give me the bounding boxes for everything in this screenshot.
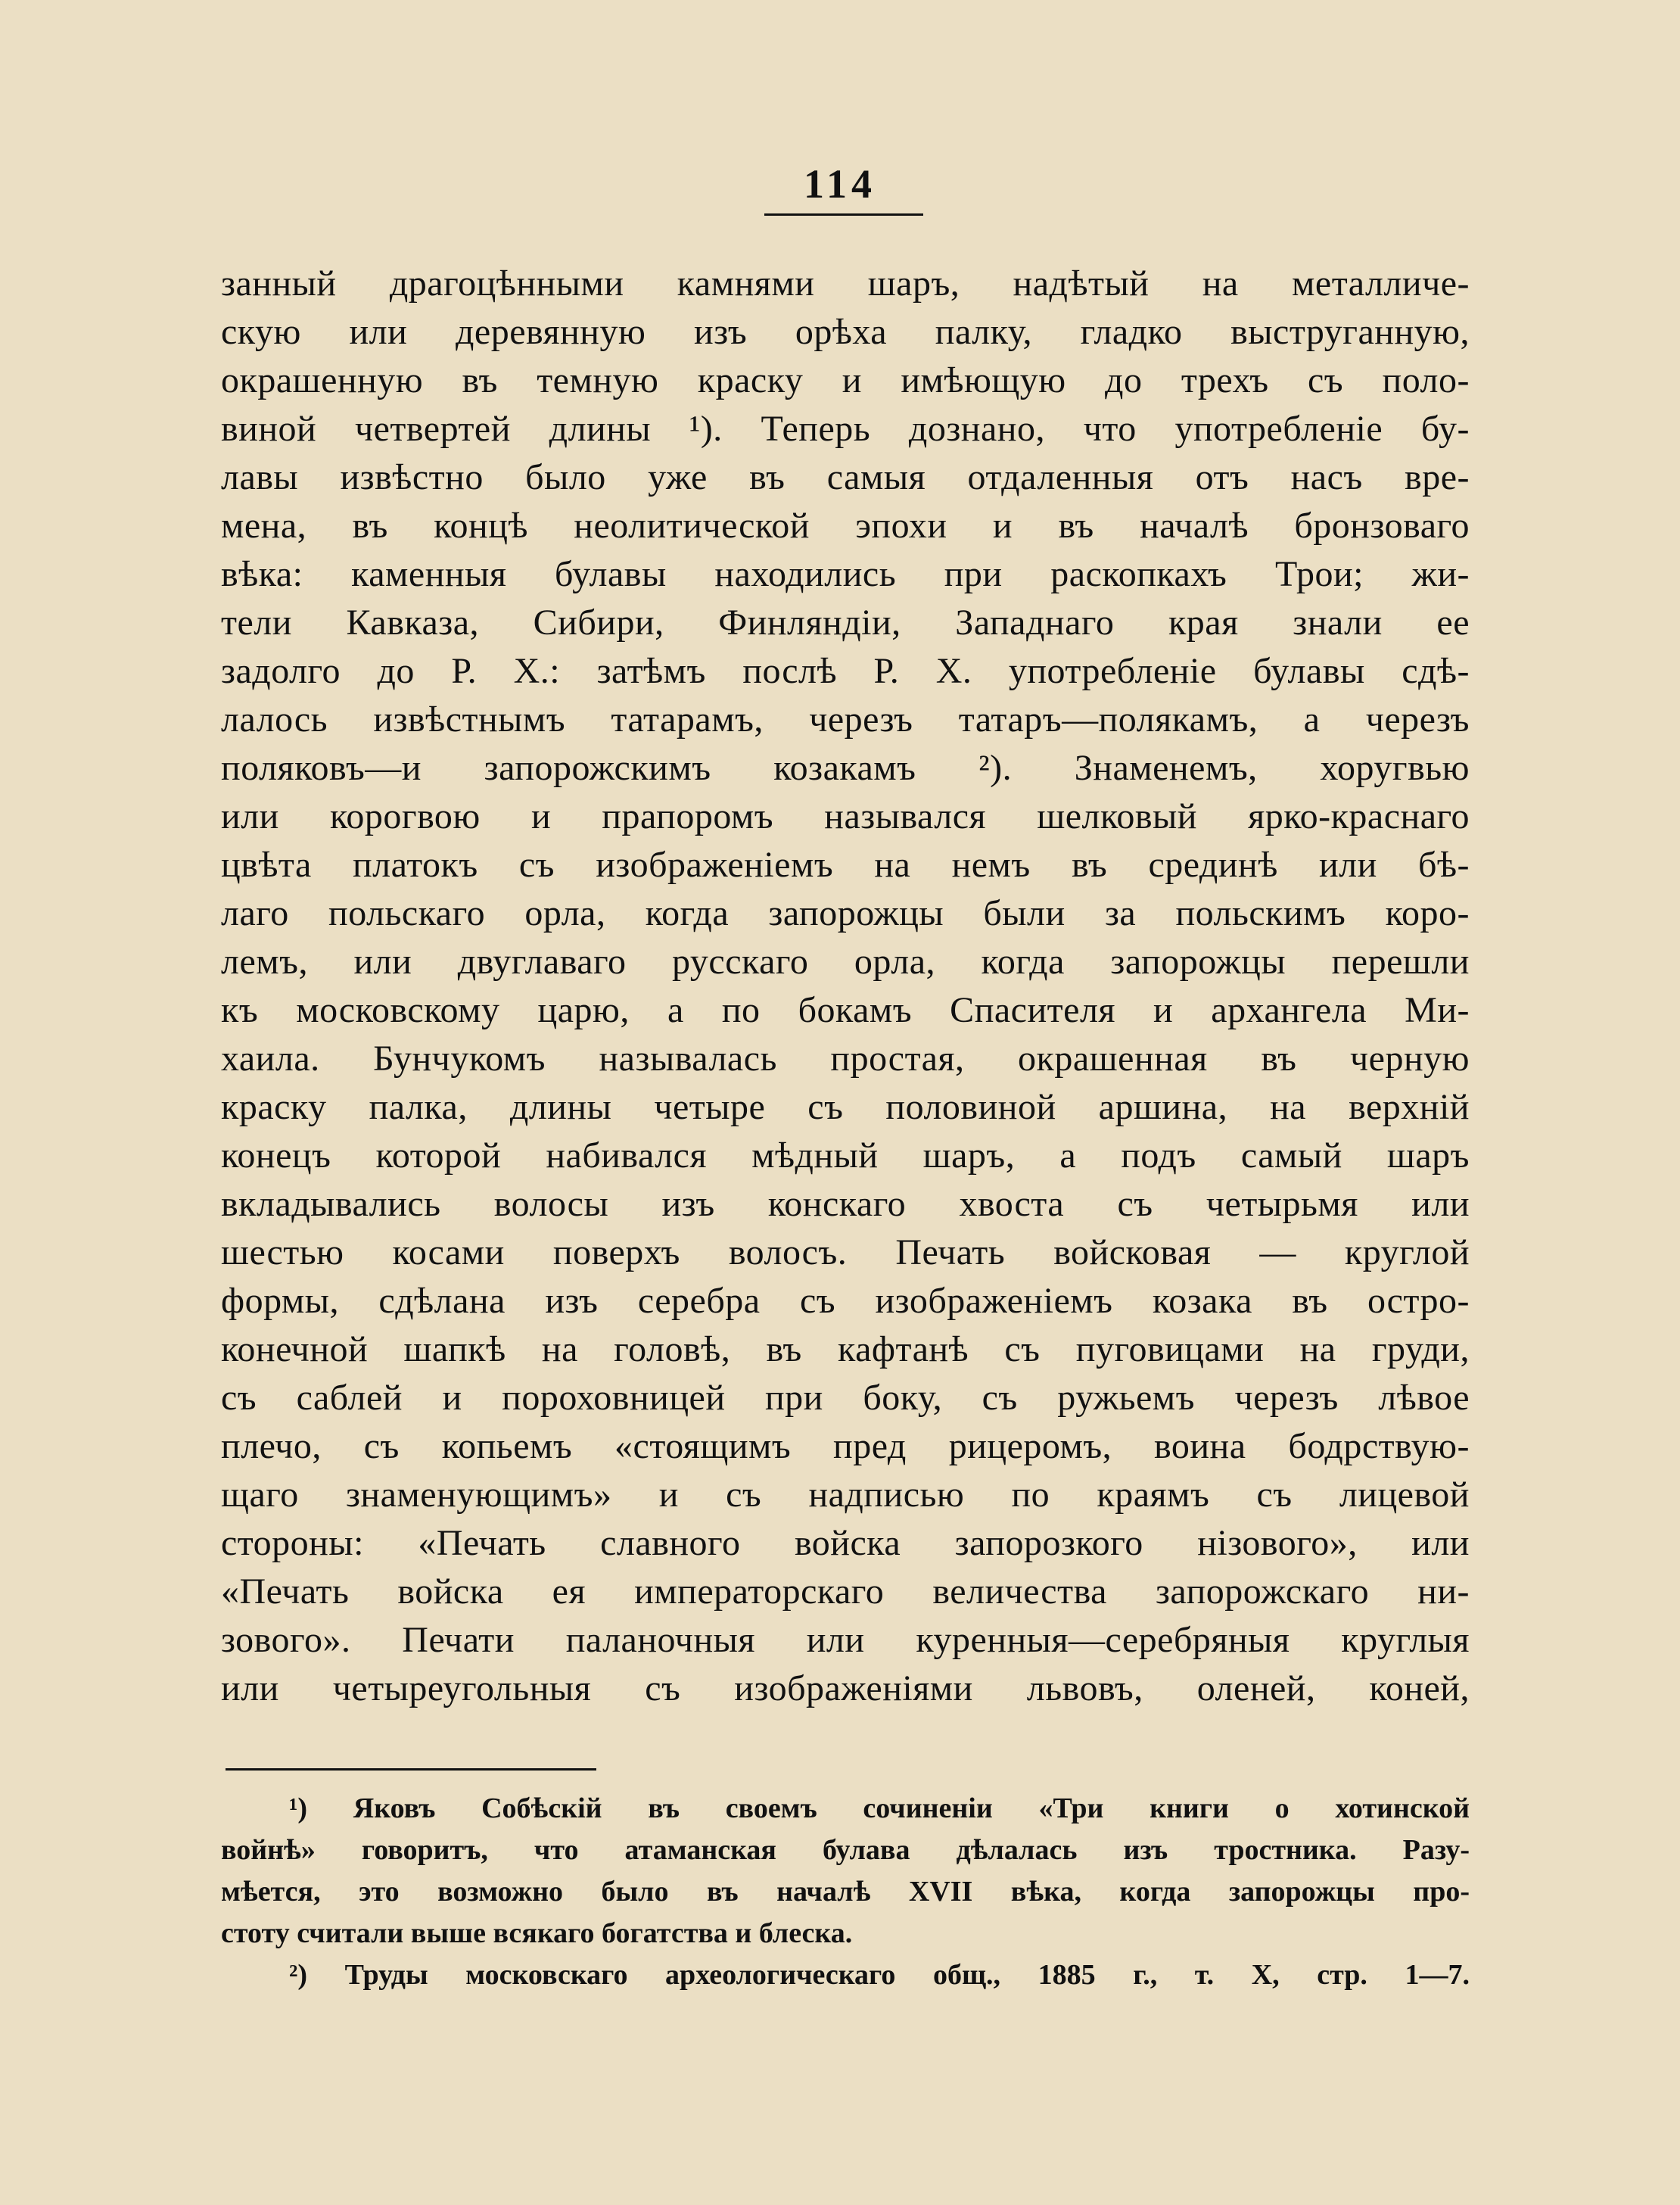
text-line: зового». Печати паланочныя или куренныя—серебряныя круглыя [221,1620,1470,1660]
text-line: лалось извѣстнымъ татарамъ, черезъ татаръ—полякамъ, а черезъ [221,699,1470,740]
text-line: виной четвертей длины ¹). Теперь дознано, что употребленіе бу- [221,409,1470,449]
body-text [221,260,1470,1713]
text-line: «Печать войска ея императорскаго величества запорожскаго ни- [221,1571,1470,1612]
text-line: задолго до Р. Х.: затѣмъ послѣ Р. Х. употребленіе булавы сдѣ- [221,651,1470,691]
text-line: скую или деревянную изъ орѣха палку, гладко выструганную, [221,312,1470,352]
text-line: конечной шапкѣ на головѣ, въ кафтанѣ съ пуговицами на груди, [221,1329,1470,1369]
text-line: съ саблей и пороховницей при боку, съ ружьемъ черезъ лѣвое [221,1378,1470,1418]
text-line: или четыреугольныя съ изображеніями львовъ, оленей, коней, [221,1668,1470,1708]
footnote-line: ²) Труды московскаго археологическаго общ., 1885 г., т. X, стр. 1—7. [289,1959,1470,1991]
page-number: 114 [803,161,877,207]
text-line: окрашенную въ темную краску и имѣющую до трехъ съ поло- [221,360,1470,400]
page-number-rule [764,213,923,216]
text-line: мена, въ концѣ неолитической эпохи и въ началѣ бронзоваго [221,506,1470,546]
text-line: формы, сдѣлана изъ серебра съ изображеніемъ козака въ остро- [221,1281,1470,1321]
text-line: хаила. Бунчукомъ называлась простая, окрашенная въ черную [221,1039,1470,1079]
footnote-separator [226,1768,596,1771]
text-line: цвѣта платокъ съ изображеніемъ на немъ въ срединѣ или бѣ- [221,845,1470,885]
text-line: или корогвою и прапоромъ назывался шелковый ярко-краснаго [221,796,1470,836]
text-line: конецъ которой набивался мѣдный шаръ, а подъ самый шаръ [221,1135,1470,1176]
text-line: шестью косами поверхъ волосъ. Печать войсковая — круглой [221,1232,1470,1272]
text-line: щаго знаменующимъ» и съ надписью по краямъ съ лицевой [221,1475,1470,1515]
footnote-line: ¹) Яковъ Собѣскій въ своемъ сочиненіи «Три книги о хотинской [289,1792,1470,1824]
footnote-line: стоту считали выше всякаго богатства и блеска. [221,1917,853,1949]
text-line: стороны: «Печать славного войска запорозкого нізового», или [221,1523,1470,1563]
text-line: краску палка, длины четыре съ половиной аршина, на верхній [221,1087,1470,1127]
text-line: лемъ, или двуглаваго русскаго орла, когда запорожцы перешли [221,942,1470,982]
text-line: вѣка: каменныя булавы находились при раскопкахъ Трои; жи- [221,554,1470,594]
text-line: вкладывались волосы изъ конскаго хвоста съ четырьмя или [221,1184,1470,1224]
text-line: плечо, съ копьемъ «стоящимъ пред рицеромъ, воина бодрствую- [221,1426,1470,1466]
text-line: тели Кавказа, Сибири, Финляндіи, Западнаго края знали ее [221,603,1470,643]
text-line: къ московскому царю, а по бокамъ Спасителя и архангела Ми- [221,990,1470,1030]
footnotes [221,1788,1470,1996]
text-line: лавы извѣстно было уже въ самыя отдаленныя отъ насъ вре- [221,457,1470,497]
footnote-line: войнѣ» говоритъ, что атаманская булава дѣлалась изъ тростника. Разу- [221,1834,1470,1866]
text-line: занный драгоцѣнными камнями шаръ, надѣтый на металличе- [221,263,1470,304]
text-line: лаго польскаго орла, когда запорожцы были за польскимъ коро- [221,893,1470,933]
footnote-line: мѣется, это возможно было въ началѣ XVII вѣка, когда запорожцы про- [221,1876,1470,1908]
text-line: поляковъ—и запорожскимъ козакамъ ²). Знаменемъ, хоругвью [221,748,1470,788]
